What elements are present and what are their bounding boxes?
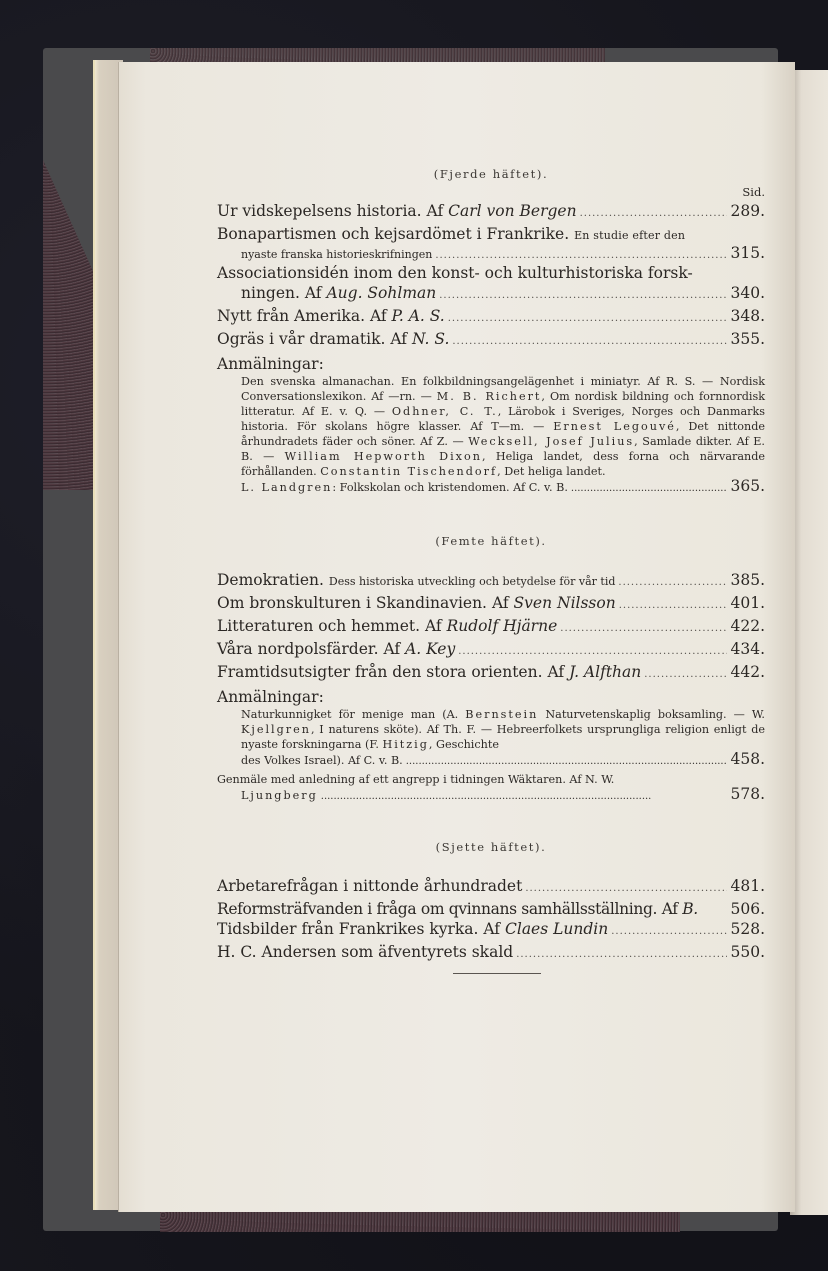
reviews-text: Naturkunnigket för menige man (A. Bernstein Naturvetenskaplig boksamling. — W. Kjellgren, I naturens sköte). Af Th. F. — Hebreerfolkets ursprungliga religion enligt de nyaste forskningarna (F. Hitzig, Geschichte des Volkes Israel). Af C. v. B. ..... 458.	[217, 707, 765, 769]
leader-dots	[571, 481, 728, 496]
reviews-heading: Anmälningar:	[217, 355, 324, 373]
section-heading: (Fjerde häftet).	[433, 167, 549, 181]
page-number: 481.	[730, 877, 765, 895]
toc-entry: Framtidsutsigter från den stora orienten. Af J. Alfthan ..... 442.	[217, 662, 765, 685]
page-number: 355.	[730, 330, 765, 348]
toc-entry: H. C. Andersen som äfventyrets skald ..... 550.	[217, 942, 765, 965]
toc-entry: Tidsbilder från Frankrikes kyrka. Af Claes Lundin ..... 528.	[217, 919, 765, 942]
facing-page-edge	[790, 70, 828, 1215]
leader-dots	[618, 573, 727, 593]
reviews-heading: Anmälningar:	[217, 688, 324, 706]
section-heading: (Sjette häftet).	[435, 840, 547, 854]
leader-dots	[644, 665, 727, 685]
toc-entry: Demokratien. Dess historiska utveckling och betydelse för vår tid ..... 385.	[217, 570, 765, 593]
leader-dots	[611, 922, 727, 942]
cover-leather-bottom	[160, 1212, 680, 1232]
section-femte	[217, 534, 765, 804]
toc-entry: Ogräs i vår dramatik. Af N. S. ..... 355.	[217, 329, 765, 352]
reviews-text: Den svenska almanachan. En folkbildningsangelägenhet i miniatyr. Af R. S. — Nordisk Conversationslexikon. Af —rn. — M. B. Richert, Om nordisk bildning och fornnordisk litteratur. Af E. v. Q. — Odhner, C. T., Lärobok i Sveriges, Norges och Danmarks historia. För skolans högre klasser. Af T—m. — Ernest Legouvé, Det nittonde århundradets fäder och söner. Af Z. — Wecksell, Josef Julius, Samlade dikter. Af E. B. — William Hepworth Dixon, Heliga landet, dess forna och närvarande förhållanden. Constantin Tischendorf, Det heliga landet. L. Landgren: Folkskolan och kristendomen. Af C. v. B. ..... 365.	[217, 374, 765, 496]
leader-dots	[458, 642, 727, 662]
toc-entry: Associationsidén inom den konst- och kulturhistoriska forsk- ningen. Af Aug. Sohlman ..... 340.	[217, 263, 765, 306]
end-rule	[453, 973, 541, 974]
toc-entry: Arbetarefrågan i nittonde århundradet ..... 481.	[217, 876, 765, 899]
leader-dots	[452, 332, 727, 352]
section-heading: (Femte häftet).	[435, 534, 547, 548]
toc-entry: Nytt från Amerika. Af P. A. S. ..... 348.	[217, 306, 765, 329]
leader-dots	[448, 309, 728, 329]
page-number: 365.	[730, 477, 765, 495]
section-fjerde	[217, 167, 765, 496]
book-page	[118, 62, 795, 1212]
page-number: 434.	[730, 640, 765, 658]
leader-dots	[439, 286, 727, 306]
toc-entry: Om bronskulturen i Skandinavien. Af Sven Nilsson ..... 401.	[217, 593, 765, 616]
page-number: 385.	[730, 571, 765, 589]
page-number: 550.	[730, 943, 765, 961]
page-number: 422.	[730, 617, 765, 635]
table-of-contents	[217, 167, 765, 965]
toc-entry: Reformsträfvanden i fråga om qvinnans samhällsställning. Af B. 506.	[217, 900, 765, 918]
leader-dots	[321, 789, 728, 804]
leader-dots	[619, 596, 728, 616]
page-number: 348.	[730, 307, 765, 325]
page-number: 458.	[730, 750, 765, 768]
leader-dots	[560, 619, 727, 639]
leader-dots	[516, 945, 727, 965]
reply-entry: Genmäle med anledning af ett angrepp i tidningen Wäktaren. Af N. W. Ljungberg ..... 578.	[217, 772, 765, 804]
toc-entry: Ur vidskepelsens historia. Af Carl von Bergen ..... 289.	[217, 201, 765, 224]
page-number: 315.	[730, 244, 765, 262]
page-number: 340.	[730, 284, 765, 302]
leader-dots	[525, 879, 727, 899]
section-sjette	[217, 840, 765, 965]
toc-entry: Våra nordpolsfärder. Af A. Key ..... 434.	[217, 639, 765, 662]
page-number: 401.	[730, 594, 765, 612]
page-column-label: Sid.	[742, 185, 765, 199]
leader-dots	[580, 204, 728, 224]
page-number: 578.	[730, 785, 765, 803]
leader-dots	[406, 754, 728, 769]
page-number: 506.	[730, 900, 765, 918]
page-number: 289.	[730, 202, 765, 220]
leader-dots	[435, 248, 727, 263]
page-number: 442.	[730, 663, 765, 681]
page-number: 528.	[730, 920, 765, 938]
toc-entry: Litteraturen och hemmet. Af Rudolf Hjärne ..... 422.	[217, 616, 765, 639]
toc-entry: Bonapartismen och kejsardömet i Frankrike. En studie efter den nyaste franska historieskrifningen ..... 315.	[217, 224, 765, 263]
